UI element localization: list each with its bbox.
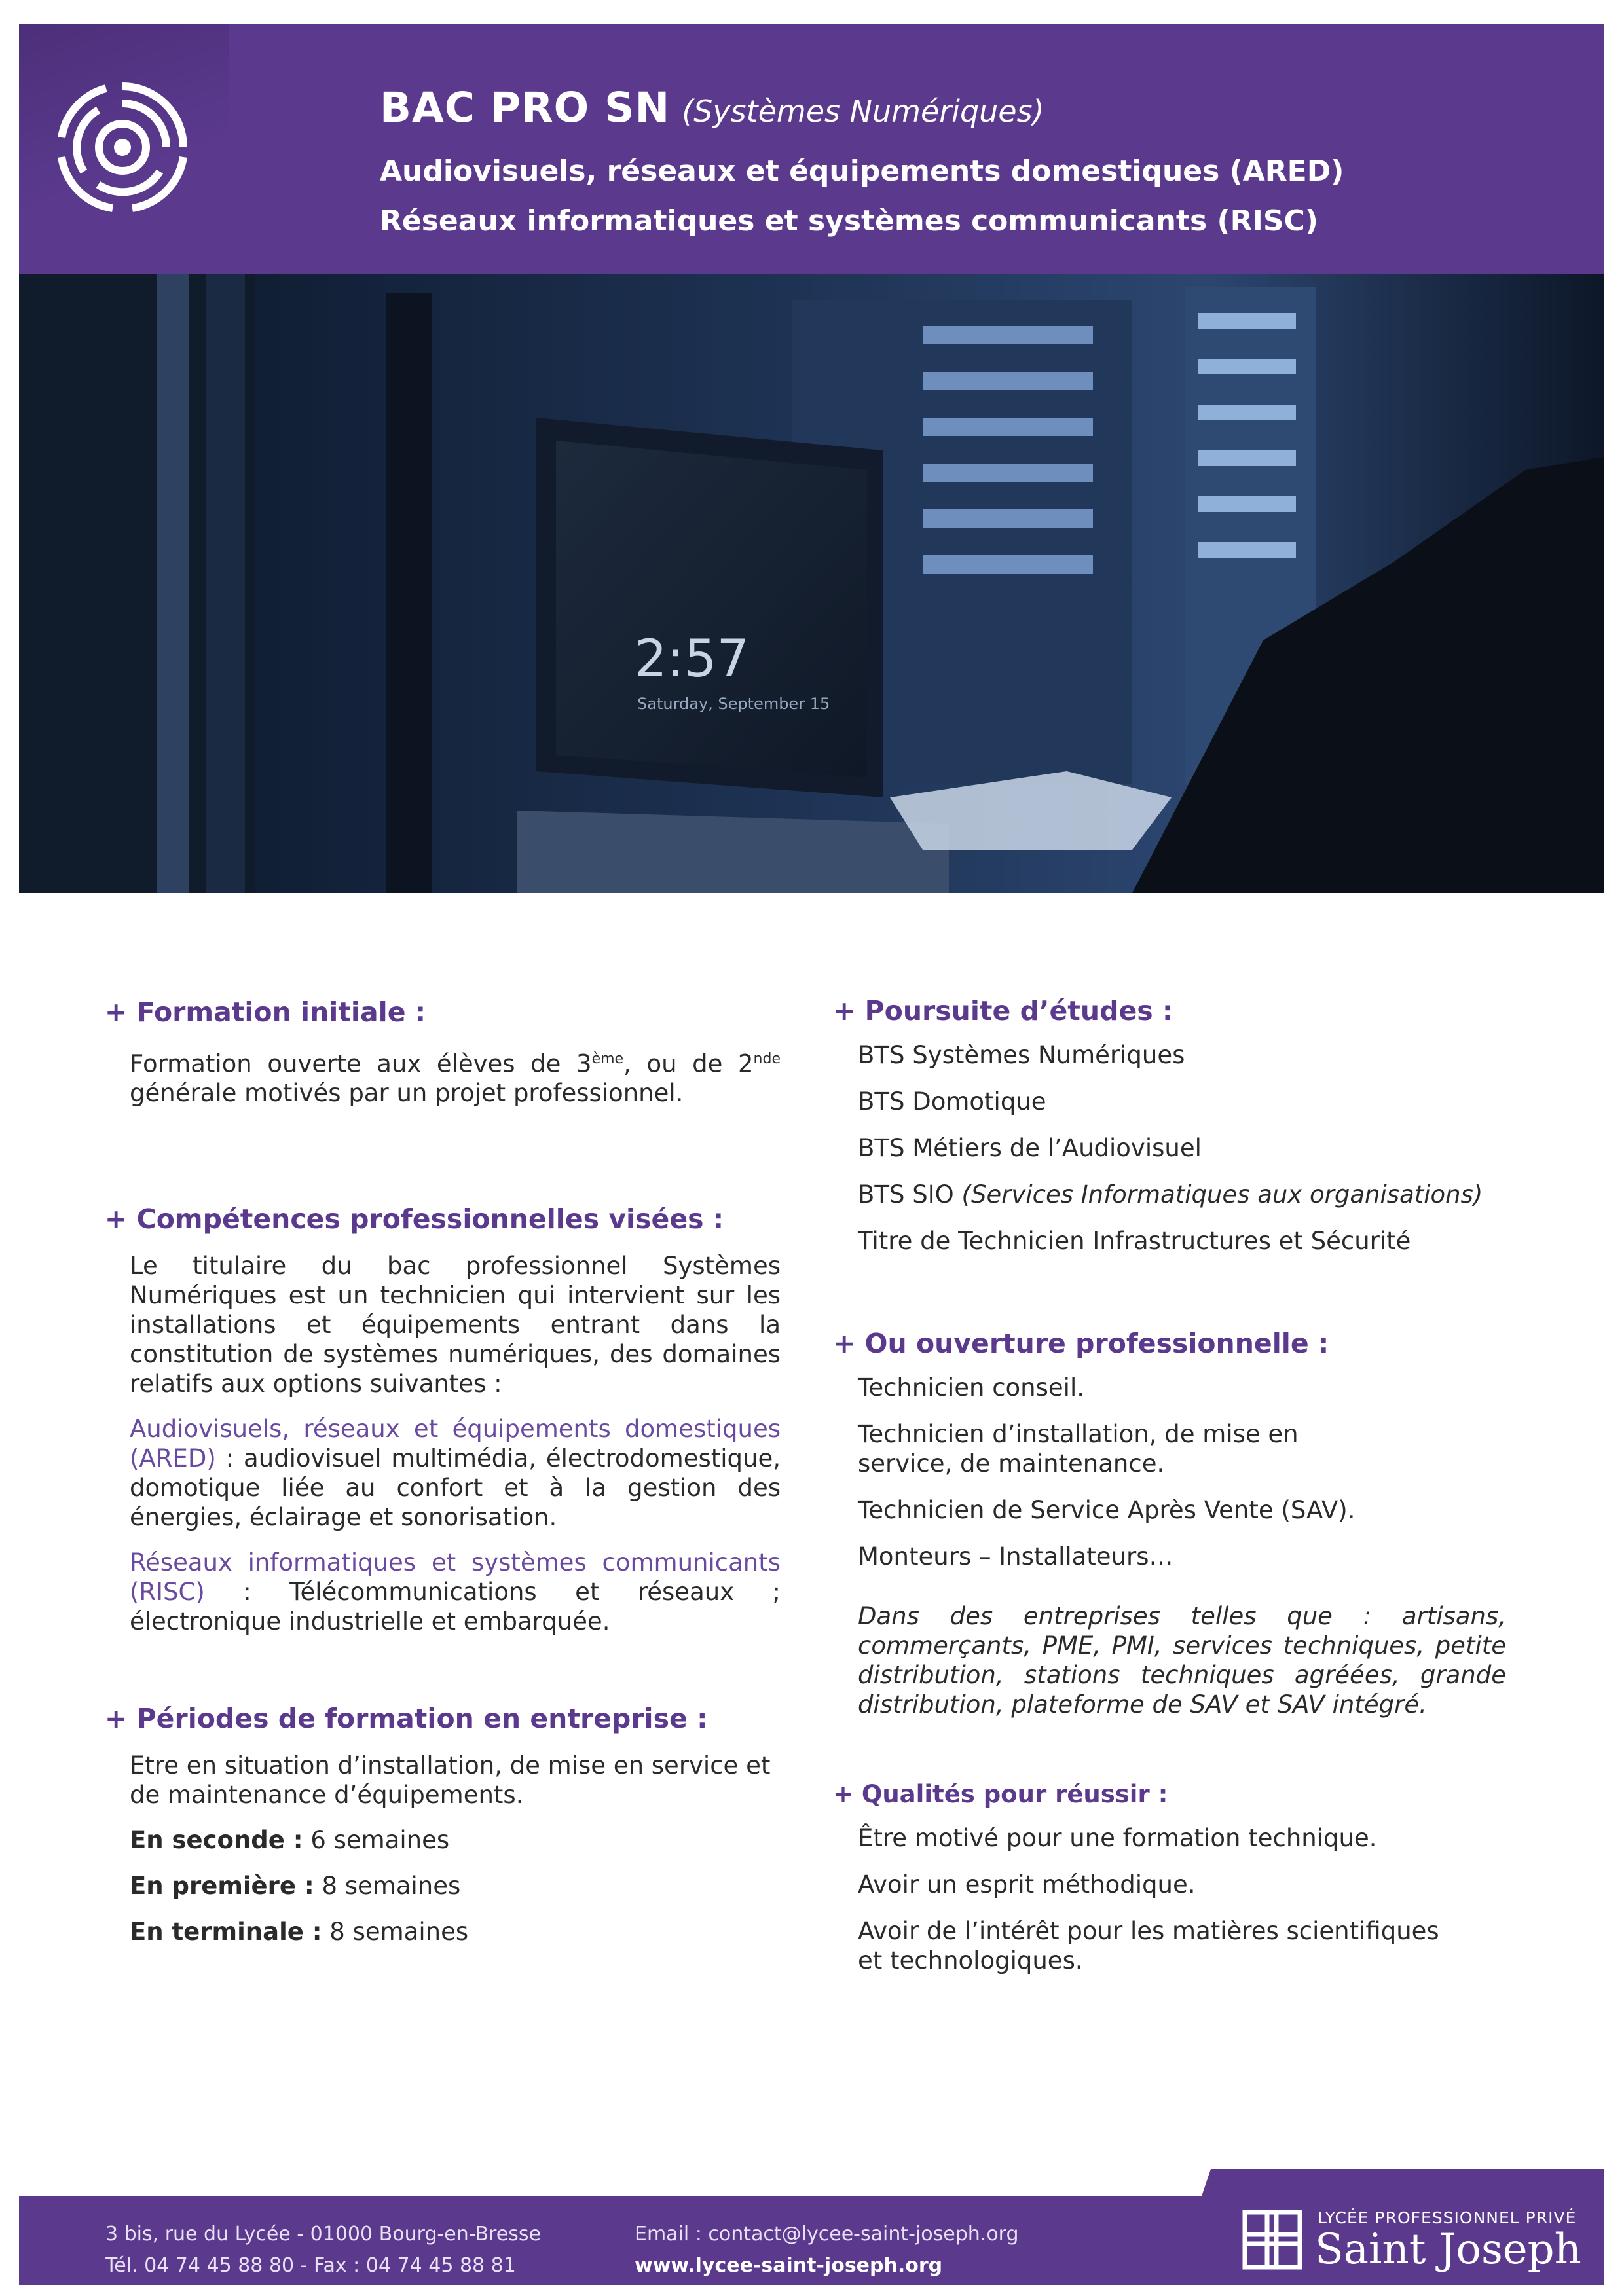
poursuite-item: BTS Métiers de l’Audiovisuel — [858, 1134, 1202, 1162]
qualites-item: Avoir un esprit méthodique. — [858, 1870, 1196, 1899]
poursuite-item: Titre de Technicien Infrastructures et Sécurité — [858, 1227, 1411, 1255]
footer-phone: Tél. 04 74 45 88 80 - Fax : 04 74 45 88 81 — [105, 2254, 516, 2277]
periodes-intro: Etre en situation d’installation, de mise en service et de maintenance d’équipements. — [130, 1751, 771, 1810]
competences-risc: Réseaux informatiques et systèmes communicants (RISC) : Télécommunications et réseaux ; électronique industrielle et embarquée. — [130, 1548, 781, 1636]
formation-initiale-title: + Formation initiale : — [105, 996, 426, 1028]
screen-date: Saturday, September 15 — [637, 695, 830, 713]
poursuite-title: + Poursuite d’études : — [833, 995, 1173, 1027]
header-banner — [19, 24, 1604, 274]
periode-terminale: En terminale : 8 semaines — [130, 1918, 469, 1946]
ouverture-item: Technicien conseil. — [858, 1374, 1084, 1402]
qualites-title: + Qualités pour réussir : — [833, 1780, 1168, 1808]
poursuite-item-sio: BTS SIO (Services Informatiques aux organisations) — [858, 1180, 1483, 1209]
competences-ared: Audiovisuels, réseaux et équipements domestiques (ARED) : audiovisuel multimédia, électrodomestique, domotique liée au confort et à la gestion des énergies, éclairage et sonorisation. — [130, 1415, 781, 1532]
program-subtitle: (Systèmes Numériques) — [682, 94, 1044, 129]
program-title: BAC PRO SN (Systèmes Numériques) — [380, 84, 1044, 132]
option-risc-heading: Réseaux informatiques et systèmes communicants (RISC) — [380, 204, 1318, 238]
ouverture-item: Monteurs – Installateurs… — [858, 1542, 1173, 1571]
competences-title: + Compétences professionnelles visées : — [105, 1203, 724, 1235]
qualites-item: Avoir de l’intérêt pour les matières scientifiques et technologiques. — [858, 1917, 1439, 1975]
school-name: Saint Joseph — [1315, 2225, 1581, 2274]
ouverture-item: Technicien de Service Après Vente (SAV). — [858, 1496, 1356, 1524]
server-room-photo — [19, 274, 1604, 893]
periodes-title: + Périodes de formation en entreprise : — [105, 1703, 708, 1735]
ouverture-title: + Ou ouverture professionnelle : — [833, 1328, 1329, 1359]
poursuite-item: BTS Systèmes Numériques — [858, 1041, 1185, 1069]
option-ared-heading: Audiovisuels, réseaux et équipements domestiques (ARED) — [380, 155, 1344, 188]
left-column — [105, 998, 781, 1946]
right-column — [833, 996, 1506, 1975]
footer-banner — [19, 2196, 1604, 2285]
school-type-label: LYCÉE PROFESSIONNEL PRIVÉ — [1318, 2208, 1577, 2227]
ouverture-note: Dans des entreprises telles que : artisans, commerçants, PME, PMI, services techniques, petite distribution, stations techniques agréées, grande distribution, plateforme de SAV et SAV intégré. — [858, 1602, 1506, 1719]
footer-email[interactable]: Email : contact@lycee-saint-joseph.org — [635, 2223, 1019, 2246]
footer-address: 3 bis, rue du Lycée - 01000 Bourg-en-Bresse — [105, 2223, 541, 2246]
competences-intro: Le titulaire du bac professionnel Systèmes Numériques est un technicien qui intervient sur les installations et équipements entrant dans la constitution de systèmes numériques, des domaines relatifs aux options suivantes : — [130, 1252, 781, 1398]
formation-initiale-text: Formation ouverte aux élèves de 3ème, ou de 2nde générale motivés par un projet professionnel. — [130, 1049, 781, 1108]
school-cross-logo-icon — [1241, 2208, 1304, 2271]
footer-website[interactable]: www.lycee-saint-joseph.org — [635, 2254, 943, 2277]
server-room-illustration — [19, 274, 1604, 893]
screen-clock: 2:57 — [635, 630, 750, 689]
poursuite-item: BTS Domotique — [858, 1087, 1046, 1116]
periode-seconde: En seconde : 6 semaines — [130, 1826, 450, 1855]
ouverture-item: Technicien d’installation, de mise en service, de maintenance. — [858, 1420, 1299, 1478]
periode-premiere: En première : 8 semaines — [130, 1872, 461, 1901]
qualites-item: Être motivé pour une formation technique. — [858, 1824, 1377, 1852]
target-logo-icon — [55, 80, 190, 215]
